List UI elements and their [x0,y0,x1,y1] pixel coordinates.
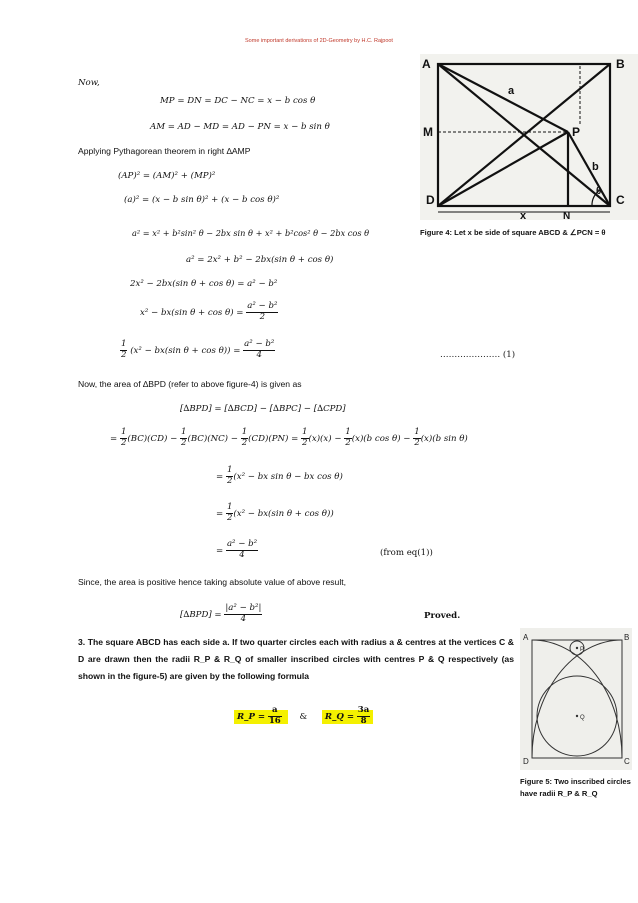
fig5-label-c: C [624,757,630,766]
area-equation-4: = $\frac{1}{2}$ (x² − bx(sin θ + cos θ)) [216,502,334,523]
area-eq2-term-6: (x)(b sin θ) [420,433,468,444]
equation-p1: (AP)² = (AM)² + (MP)² [118,171,216,181]
final-lhs: [∆BPD] = [180,609,222,620]
fig4-label-p: P [572,125,581,139]
area-equation-5: = $\frac{\text{a² − b²}}{4}$ [216,539,258,560]
equation-p7-half-den: 2 [121,349,127,360]
proved-label: Proved. [424,611,461,621]
formula-rq [322,705,373,726]
fig4-label-theta: θ [596,186,602,197]
equation-am: AM = AD − MD = AD − PN = x − b sin θ [150,122,330,132]
final-equation [180,604,262,625]
fig5-label-a: A [523,633,529,642]
equation-p7-fraction [243,340,275,361]
formula-rq-lhs: R_Q = [324,711,355,722]
equation-p6-lhs: x² − bx(sin θ + cos θ) = [140,307,244,318]
figure-4-diagram [420,54,638,220]
area-eq2-term-2: (BC)(NC) − [187,433,238,444]
area-eq2-term-5: (x)(b cos θ) − [351,433,411,444]
fig4-label-d: D [426,193,435,207]
section-3-statement: 3. The square ABCD has each side a. If two quarter circles each with radius a & centres at the vertices C & D are drawn then the radii R_P & R_Q of smaller inscribed circles with centres P & Q respectively (as shown in the figure-5) are given by the following formula [78,637,514,681]
fig5-label-b: B [624,633,630,642]
formula-rq-num: 3a [357,705,370,715]
fig4-label-b-vertex: B [616,57,625,71]
area-eq4-body: (x² − bx(sin θ + cos θ)) [233,508,334,519]
formula-ampersand: & [299,711,308,722]
formula-rp-num: a [268,706,282,717]
equation-ref-1: ………………… (1) [440,350,516,360]
area-eq5-den: 4 [239,549,245,560]
equation-p7-half-num: 1 [121,339,127,349]
fig4-label-b-side: b [592,161,599,173]
now-label: Now, [78,78,100,88]
area-eq2-half-1: $\frac{1}{2}$ [120,427,127,448]
equation-p7-half [120,340,127,361]
equation-p7-den: 4 [256,349,262,360]
equation-p4: a² = 2x² + b² − 2bx(sin θ + cos θ) [186,255,334,265]
final-den: 4 [240,613,247,624]
since-text: Since, the area is positive hence taking absolute value of above result, [78,577,347,587]
equation-p6-num: a² − b² [247,301,278,311]
equation-p5: 2x² − 2bx(sin θ + cos θ) = a² − b² [130,279,278,289]
figure-5-diagram [520,628,632,770]
figure-4-caption: Figure 4: Let x be side of square ABCD & ∠PCN = θ [420,228,606,237]
area-eq3-body: (x² − bx sin θ − bx cos θ) [233,471,343,482]
equation-mp: MP = DN = DC − NC = x − b cos θ [160,96,316,106]
fig5-label-q: Q [580,715,585,721]
fig4-label-c: C [616,193,625,207]
area-intro: Now, the area of ∆BPD (refer to above figure-4) is given as [78,379,302,389]
area-equation-1: [∆BPD] = [∆BCD] − [∆BPC] − [∆CPD] [180,404,346,414]
area-equation-3: = $\frac{1}{2}$ (x² − bx sin θ − bx cos θ) [216,465,343,486]
fig5-label-p: P [580,647,585,653]
page-header: Some important derivations of 2D-Geometry by H.C. Rajpoot [245,38,393,44]
area-eq2-term-3: (CD)(PN) = [248,433,299,444]
equation-p6 [140,302,278,323]
area-eq2-term-4: (x)(x) − [308,433,342,444]
area-equation-2 [110,428,468,449]
fig4-label-a-vertex: A [422,57,431,71]
fig4-label-x: x [520,210,527,220]
formula-rp-den: 16 [268,715,281,726]
formula-box [234,706,373,727]
equation-p7-num: a² − b² [244,339,275,349]
formula-rp [234,705,288,726]
formula-rq-den: 8 [360,715,367,726]
area-eq2-half-4: $\frac{1}{2}$ [302,427,308,448]
area-eq2-half-6: $\frac{1}{2}$ [414,427,420,448]
fig5-label-d: D [523,757,529,766]
equation-p6-den: 2 [259,311,266,322]
equation-p7 [120,340,275,361]
area-eq2-half-3: $\frac{1}{2}$ [241,427,248,448]
fig4-label-m: M [423,125,433,139]
area-eq2-term-1: (BC)(CD) − [127,433,178,444]
pythagoras-intro: Applying Pythagorean theorem in right ∆AMP [78,146,251,156]
figure-5-caption: Figure 5: Two inscribed circles have radii R_P & R_Q [520,777,631,798]
equation-p3: a² = x² + b²sin² θ − 2bx sin θ + x² + b²cos² θ − 2bx cos θ [132,228,370,238]
equation-p6-fraction [246,302,278,323]
area-eq2-half-5: $\frac{1}{2}$ [345,427,351,448]
area-eq2-equals: = [110,433,118,444]
fig4-label-a-side: a [508,85,515,97]
from-eq-note: (from eq(1)) [380,548,433,558]
area-eq5-num: a² − b² [226,539,258,549]
equation-p2: (a)² = (x − b sin θ)² + (x − b cos θ)² [124,195,280,205]
fig4-label-n: N [563,211,571,220]
area-eq2-half-2: $\frac{1}{2}$ [181,427,187,448]
formula-rp-lhs: R_P = [237,711,266,722]
equation-p7-body: (x² − bx(sin θ + cos θ)) = [130,345,241,356]
final-num: |a² − b²| [225,603,262,613]
